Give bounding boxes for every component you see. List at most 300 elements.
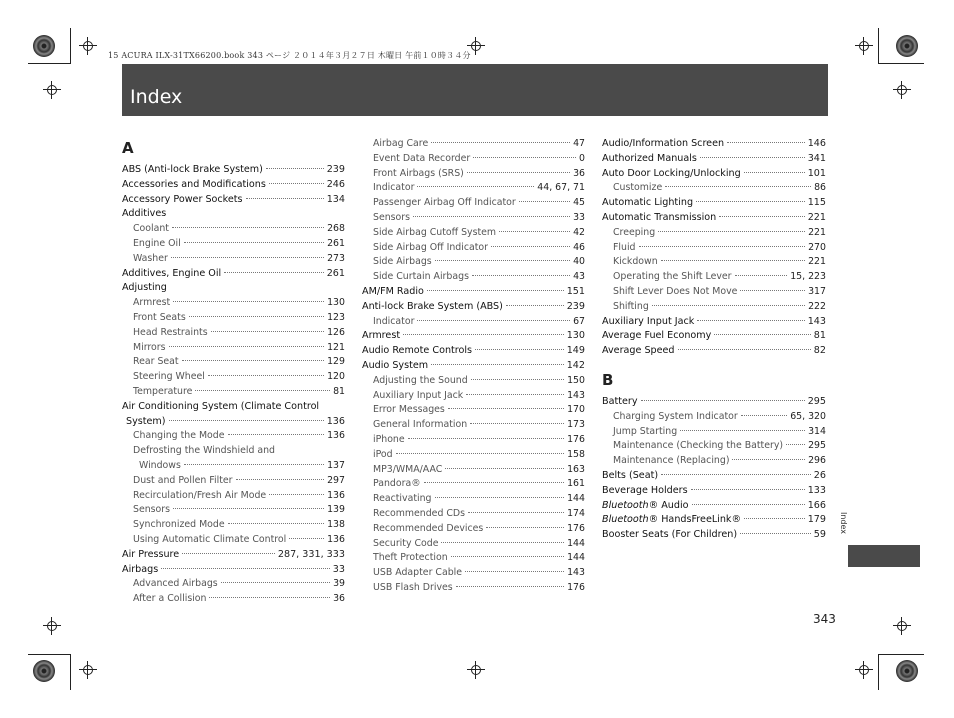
page-reference[interactable]: 26 bbox=[813, 469, 826, 481]
index-subentry[interactable] bbox=[122, 355, 345, 370]
page-reference[interactable]: 295 bbox=[807, 395, 826, 407]
dot-leader bbox=[661, 474, 811, 475]
index-entry[interactable] bbox=[602, 469, 826, 484]
entry-term: Side Curtain Airbags bbox=[373, 271, 469, 283]
index-subentry[interactable] bbox=[602, 454, 826, 469]
trim-line bbox=[70, 654, 71, 690]
dot-leader bbox=[427, 290, 564, 291]
index-subentry[interactable] bbox=[362, 418, 585, 433]
entry-term: Synchronized Mode bbox=[133, 519, 225, 531]
dot-leader bbox=[171, 257, 324, 258]
page-reference[interactable]: 176 bbox=[567, 522, 585, 534]
index-subentry[interactable] bbox=[122, 533, 345, 548]
page-reference[interactable]: 222 bbox=[808, 300, 826, 312]
page-reference[interactable]: 143 bbox=[807, 315, 826, 327]
dot-leader bbox=[228, 523, 324, 524]
page-reference[interactable]: 179 bbox=[807, 514, 826, 526]
page-reference[interactable]: 121 bbox=[327, 341, 345, 353]
page-reference[interactable]: 221 bbox=[808, 226, 826, 238]
page-reference[interactable]: 239 bbox=[566, 300, 585, 312]
index-subentry[interactable] bbox=[362, 137, 585, 152]
index-entry[interactable] bbox=[602, 152, 826, 167]
dot-leader bbox=[424, 482, 565, 483]
page-reference[interactable]: 67 bbox=[573, 315, 585, 327]
entry-term: Battery bbox=[602, 395, 638, 407]
index-subentry[interactable] bbox=[602, 255, 826, 270]
index-subentry[interactable] bbox=[122, 237, 345, 252]
dot-leader bbox=[696, 201, 805, 202]
index-entry[interactable] bbox=[362, 300, 585, 315]
index-subentry[interactable] bbox=[122, 370, 345, 385]
page-reference[interactable]: 170 bbox=[567, 404, 585, 416]
trim-line bbox=[878, 28, 879, 64]
page-reference[interactable]: 268 bbox=[327, 223, 345, 235]
index-subentry[interactable] bbox=[122, 429, 345, 444]
dot-leader bbox=[714, 334, 810, 335]
page-reference[interactable]: 137 bbox=[327, 459, 345, 471]
page-reference[interactable]: 163 bbox=[567, 463, 585, 475]
entry-term: Air Pressure bbox=[122, 548, 180, 560]
page-reference[interactable]: 174 bbox=[567, 507, 585, 519]
entry-term: Booster Seats (For Children) bbox=[602, 529, 738, 541]
entry-term: Event Data Recorder bbox=[373, 152, 471, 164]
page-reference[interactable]: 149 bbox=[566, 345, 585, 357]
page-reference[interactable]: 138 bbox=[327, 519, 345, 531]
index-subentry[interactable] bbox=[362, 315, 585, 330]
page-reference[interactable]: 166 bbox=[807, 499, 826, 511]
entry-term: Passenger Airbag Off Indicator bbox=[373, 197, 516, 209]
entry-term: Recommended Devices bbox=[373, 522, 484, 534]
index-entry[interactable] bbox=[122, 548, 345, 563]
dot-leader bbox=[470, 423, 564, 424]
index-subentry[interactable] bbox=[122, 326, 345, 341]
index-letter-heading: A bbox=[122, 139, 134, 157]
index-subentry[interactable] bbox=[362, 537, 585, 552]
index-subentry[interactable] bbox=[362, 448, 585, 463]
page-reference[interactable]: 246 bbox=[326, 178, 345, 190]
index-entry[interactable] bbox=[602, 484, 826, 499]
dot-leader bbox=[417, 186, 534, 187]
page-reference[interactable]: 130 bbox=[566, 330, 585, 342]
section-tab bbox=[848, 545, 920, 567]
index-subentry[interactable] bbox=[602, 300, 826, 315]
index-subentry[interactable] bbox=[362, 211, 585, 226]
registration-mark-bottom-left bbox=[79, 661, 97, 679]
index-subentry[interactable] bbox=[362, 492, 585, 507]
index-column-2 bbox=[362, 137, 585, 596]
entry-term: Sensors bbox=[133, 504, 171, 516]
entry-term: Maintenance (Checking the Battery) bbox=[613, 440, 784, 452]
entry-term: Automatic Transmission bbox=[602, 211, 717, 223]
index-subentry[interactable] bbox=[362, 581, 585, 596]
page-reference[interactable]: 287, 331, 333 bbox=[277, 548, 345, 560]
page-reference[interactable]: 144 bbox=[567, 552, 585, 564]
page-reference[interactable]: 270 bbox=[808, 241, 826, 253]
page-reference[interactable]: 143 bbox=[567, 567, 585, 579]
page-reference[interactable]: 158 bbox=[567, 448, 585, 460]
page-reference[interactable]: 82 bbox=[813, 345, 826, 357]
entry-term: Coolant bbox=[133, 223, 169, 235]
page-reference[interactable]: 40 bbox=[573, 256, 585, 268]
entry-term: Jump Starting bbox=[613, 425, 678, 437]
index-subentry[interactable] bbox=[362, 167, 585, 182]
entry-term: Temperature bbox=[133, 385, 193, 397]
page-reference[interactable]: 261 bbox=[327, 237, 345, 249]
entry-term: Armrest bbox=[133, 297, 171, 309]
index-entry[interactable] bbox=[602, 513, 826, 528]
dot-leader bbox=[451, 556, 564, 557]
page-reference[interactable]: 273 bbox=[327, 252, 345, 264]
dot-leader bbox=[441, 542, 564, 543]
page-reference[interactable]: 143 bbox=[567, 389, 585, 401]
entry-term: Adjusting the Sound bbox=[373, 374, 468, 386]
index-entry[interactable] bbox=[122, 563, 345, 578]
index-subentry[interactable] bbox=[362, 403, 585, 418]
index-entry[interactable] bbox=[122, 193, 345, 208]
dot-leader bbox=[266, 168, 324, 169]
index-entry[interactable] bbox=[602, 344, 826, 359]
dot-leader bbox=[236, 479, 325, 480]
index-subentry[interactable] bbox=[122, 341, 345, 356]
page-reference[interactable]: 151 bbox=[566, 285, 585, 297]
page-reference[interactable]: 314 bbox=[808, 425, 826, 437]
index-subentry[interactable] bbox=[122, 577, 345, 592]
page-reference[interactable]: 136 bbox=[327, 489, 345, 501]
registration-mark-top-right-outer bbox=[893, 81, 911, 99]
page-reference[interactable]: 46 bbox=[573, 241, 585, 253]
dot-leader bbox=[413, 216, 570, 217]
index-subentry[interactable] bbox=[362, 522, 585, 537]
entry-term: Advanced Airbags bbox=[133, 578, 218, 590]
entry-term: Recirculation/Fresh Air Mode bbox=[133, 489, 267, 501]
dot-leader bbox=[435, 260, 570, 261]
page-reference[interactable]: 146 bbox=[807, 138, 826, 149]
dot-leader bbox=[431, 364, 564, 365]
registration-mark-bottom-right-outer bbox=[893, 617, 911, 635]
index-subentry[interactable] bbox=[122, 252, 345, 267]
page-reference[interactable]: 144 bbox=[567, 537, 585, 549]
index-subentry[interactable] bbox=[362, 226, 585, 241]
page-reference[interactable]: 144 bbox=[567, 493, 585, 505]
index-subentry[interactable] bbox=[362, 374, 585, 389]
page-reference[interactable]: 0 bbox=[579, 152, 585, 164]
trim-line bbox=[28, 654, 70, 655]
index-entry[interactable] bbox=[362, 329, 585, 344]
index-subentry[interactable] bbox=[602, 410, 826, 425]
page-reference[interactable]: 296 bbox=[808, 455, 826, 467]
index-entry[interactable] bbox=[362, 285, 585, 300]
entry-term: Accessories and Modifications bbox=[122, 178, 266, 190]
index-subentry[interactable] bbox=[362, 566, 585, 581]
page-reference[interactable]: 261 bbox=[326, 267, 345, 279]
page-reference[interactable]: 136 bbox=[327, 430, 345, 442]
entry-term: Anti-lock Brake System (ABS) bbox=[362, 300, 503, 312]
entry-term: Average Fuel Economy bbox=[602, 330, 712, 342]
page-reference[interactable]: 341 bbox=[807, 152, 826, 164]
page-reference[interactable]: 59 bbox=[813, 529, 826, 541]
page-reference[interactable]: 139 bbox=[327, 504, 345, 516]
page-reference[interactable]: 42 bbox=[573, 226, 585, 238]
page-reference[interactable]: 176 bbox=[567, 581, 585, 593]
index-letter-heading: B bbox=[602, 370, 614, 389]
dot-leader bbox=[472, 275, 570, 276]
page-reference[interactable]: 173 bbox=[567, 419, 585, 431]
page-reference[interactable]: 142 bbox=[566, 359, 585, 371]
index-subentry[interactable] bbox=[122, 222, 345, 237]
index-subentry[interactable] bbox=[362, 507, 585, 522]
page-reference[interactable]: 36 bbox=[333, 593, 345, 605]
dot-leader bbox=[466, 394, 564, 395]
page-reference[interactable]: 39 bbox=[333, 578, 345, 590]
page-reference[interactable]: 47 bbox=[573, 138, 585, 149]
index-subentry[interactable] bbox=[362, 477, 585, 492]
registration-mark-top-left bbox=[79, 37, 97, 55]
page-reference[interactable]: 161 bbox=[567, 478, 585, 490]
entry-term: Indicator bbox=[373, 315, 415, 327]
dot-leader bbox=[269, 183, 324, 184]
entry-term: Bluetooth® Audio bbox=[602, 499, 689, 511]
dot-leader bbox=[491, 246, 570, 247]
entry-term: Sensors bbox=[373, 211, 411, 223]
entry-term: Maintenance (Replacing) bbox=[613, 455, 730, 467]
index-entry[interactable] bbox=[602, 499, 826, 514]
page-reference[interactable]: 81 bbox=[333, 385, 345, 397]
index-subentry[interactable] bbox=[362, 196, 585, 211]
entry-term: Airbag Care bbox=[373, 138, 429, 149]
page-reference[interactable]: 134 bbox=[326, 193, 345, 205]
page-reference[interactable]: 44, 67, 71 bbox=[537, 182, 585, 194]
index-subentry[interactable] bbox=[362, 463, 585, 478]
entry-term: Side Airbags bbox=[373, 256, 432, 268]
dot-leader bbox=[209, 597, 330, 598]
entry-term: Dust and Pollen Filter bbox=[133, 474, 233, 486]
entry-term: Charging System Indicator bbox=[613, 410, 738, 422]
page-reference[interactable]: 221 bbox=[807, 211, 826, 223]
page-reference[interactable]: 130 bbox=[327, 297, 345, 309]
entry-term: USB Flash Drives bbox=[373, 581, 453, 593]
dot-leader bbox=[744, 518, 805, 519]
page-reference[interactable]: 136 bbox=[327, 533, 345, 545]
registration-mark-top-right bbox=[855, 37, 873, 55]
trim-line bbox=[878, 63, 924, 64]
index-entry[interactable] bbox=[602, 528, 826, 543]
entry-term: Air Conditioning System (Climate Control bbox=[122, 400, 320, 412]
page-reference[interactable]: 133 bbox=[807, 484, 826, 496]
page-reference[interactable]: 43 bbox=[573, 271, 585, 283]
index-entry[interactable] bbox=[602, 167, 826, 182]
page-reference[interactable]: 36 bbox=[573, 167, 585, 179]
color-target-top-right bbox=[896, 35, 918, 57]
dot-leader bbox=[641, 400, 805, 401]
index-subentry[interactable] bbox=[122, 503, 345, 518]
index-entry[interactable] bbox=[602, 211, 826, 226]
index-subentry[interactable] bbox=[122, 518, 345, 533]
page-reference[interactable]: 317 bbox=[808, 285, 826, 297]
page-reference[interactable]: 15, 223 bbox=[790, 271, 826, 283]
color-target-bottom-left bbox=[33, 660, 55, 682]
page-reference[interactable]: 150 bbox=[567, 374, 585, 386]
dot-leader bbox=[431, 142, 570, 143]
index-subentry[interactable] bbox=[602, 241, 826, 256]
page-reference[interactable]: 126 bbox=[327, 326, 345, 338]
dot-leader bbox=[173, 301, 324, 302]
trim-line bbox=[878, 654, 879, 690]
dot-leader bbox=[269, 494, 324, 495]
entry-term: Shift Lever Does Not Move bbox=[613, 285, 738, 297]
index-subentry[interactable] bbox=[122, 489, 345, 504]
entry-term: Auto Door Locking/Unlocking bbox=[602, 167, 741, 179]
entry-term: Recommended CDs bbox=[373, 507, 466, 519]
index-entry[interactable] bbox=[602, 315, 826, 330]
page-reference[interactable]: 176 bbox=[567, 433, 585, 445]
dot-leader bbox=[169, 346, 325, 347]
trim-line bbox=[70, 28, 71, 64]
index-subentry[interactable] bbox=[362, 551, 585, 566]
index-entry[interactable] bbox=[122, 267, 345, 282]
index-entry[interactable] bbox=[122, 163, 345, 178]
entry-term: Bluetooth® HandsFreeLink® bbox=[602, 514, 742, 526]
dot-leader bbox=[473, 157, 576, 158]
color-target-bottom-right bbox=[896, 660, 918, 682]
entry-term: Front Airbags (SRS) bbox=[373, 167, 464, 179]
page-title: Index bbox=[130, 86, 183, 108]
entry-term: Mirrors bbox=[133, 341, 166, 353]
index-entry[interactable] bbox=[602, 329, 826, 344]
registration-mark-bottom-right bbox=[855, 661, 873, 679]
index-subentry[interactable] bbox=[362, 255, 585, 270]
index-subentry[interactable] bbox=[362, 241, 585, 256]
title-bar bbox=[122, 64, 828, 116]
dot-leader bbox=[221, 582, 330, 583]
index-subentry[interactable] bbox=[602, 439, 826, 454]
index-entry[interactable] bbox=[122, 415, 345, 430]
entry-term: Auxiliary Input Jack bbox=[602, 315, 695, 327]
index-entry[interactable] bbox=[122, 178, 345, 193]
index-entry[interactable] bbox=[362, 344, 585, 359]
dot-leader bbox=[786, 444, 805, 445]
index-subentry[interactable] bbox=[602, 285, 826, 300]
dot-leader bbox=[246, 198, 324, 199]
dot-leader bbox=[182, 360, 325, 361]
page-reference[interactable]: 129 bbox=[327, 356, 345, 368]
index-subentry[interactable] bbox=[362, 433, 585, 448]
index-subentry[interactable] bbox=[122, 592, 345, 607]
dot-leader bbox=[658, 231, 805, 232]
page-reference[interactable]: 239 bbox=[326, 164, 345, 175]
entry-term: AM/FM Radio bbox=[362, 285, 424, 297]
page-reference[interactable]: 101 bbox=[807, 167, 826, 179]
index-subentry[interactable] bbox=[602, 425, 826, 440]
entry-term: iPhone bbox=[373, 433, 405, 445]
entry-term: Audio/Information Screen bbox=[602, 138, 725, 149]
dot-leader bbox=[744, 172, 805, 173]
dot-leader bbox=[499, 231, 570, 232]
index-subentry[interactable] bbox=[362, 152, 585, 167]
dot-leader bbox=[719, 216, 804, 217]
dot-leader bbox=[680, 430, 805, 431]
dot-leader bbox=[435, 497, 565, 498]
entry-term: Indicator bbox=[373, 182, 415, 194]
dot-leader bbox=[208, 375, 324, 376]
page-reference[interactable]: 45 bbox=[573, 197, 585, 209]
dot-leader bbox=[228, 434, 325, 435]
dot-leader bbox=[471, 379, 564, 380]
page-reference[interactable]: 86 bbox=[814, 182, 826, 194]
dot-leader bbox=[700, 157, 805, 158]
index-entry[interactable] bbox=[602, 196, 826, 211]
entry-term: Belts (Seat) bbox=[602, 469, 659, 481]
dot-leader bbox=[289, 538, 324, 539]
index-entry[interactable] bbox=[602, 395, 826, 410]
registration-mark-bottom-left-outer bbox=[43, 617, 61, 635]
index-subentry[interactable] bbox=[362, 389, 585, 404]
page-reference[interactable]: 65, 320 bbox=[790, 410, 826, 422]
entry-term: Airbags bbox=[122, 563, 159, 575]
index-subentry[interactable] bbox=[602, 226, 826, 241]
dot-leader bbox=[173, 508, 324, 509]
dot-leader bbox=[692, 504, 805, 505]
entry-term: Steering Wheel bbox=[133, 371, 205, 383]
index-subentry[interactable] bbox=[362, 181, 585, 196]
dot-leader bbox=[519, 201, 570, 202]
entry-term: Side Airbag Cutoff System bbox=[373, 226, 497, 238]
page-reference[interactable]: 120 bbox=[327, 371, 345, 383]
dot-leader bbox=[396, 453, 564, 454]
entry-term: Adjusting bbox=[122, 282, 167, 294]
dot-leader bbox=[161, 568, 330, 569]
dot-leader bbox=[740, 533, 811, 534]
dot-leader bbox=[195, 390, 330, 391]
index-subentry[interactable] bbox=[122, 311, 345, 326]
index-subentry[interactable] bbox=[122, 296, 345, 311]
index-subentry[interactable] bbox=[362, 270, 585, 285]
dot-leader bbox=[456, 586, 564, 587]
entry-term: Side Airbag Off Indicator bbox=[373, 241, 488, 253]
dot-leader bbox=[735, 275, 788, 276]
page-reference[interactable]: 81 bbox=[813, 330, 826, 342]
side-section-label: Index bbox=[839, 512, 848, 535]
index-subentry[interactable] bbox=[122, 474, 345, 489]
trim-line bbox=[28, 63, 70, 64]
page-reference[interactable]: 295 bbox=[808, 440, 826, 452]
entry-term: Operating the Shift Lever bbox=[613, 271, 732, 283]
index-entry[interactable] bbox=[362, 359, 585, 374]
dot-leader bbox=[184, 464, 324, 465]
page-reference[interactable]: 33 bbox=[573, 211, 585, 223]
index-subentry[interactable] bbox=[602, 181, 826, 196]
page-reference[interactable]: 136 bbox=[326, 415, 345, 427]
entry-term: Front Seats bbox=[133, 311, 186, 323]
entry-term: Head Restraints bbox=[133, 326, 208, 338]
entry-term: Armrest bbox=[362, 330, 401, 342]
dot-leader bbox=[169, 420, 324, 421]
index-column-3 bbox=[602, 137, 826, 543]
dot-leader bbox=[224, 272, 324, 273]
index-subentry[interactable] bbox=[602, 270, 826, 285]
dot-leader bbox=[506, 305, 564, 306]
index-entry[interactable] bbox=[602, 137, 826, 152]
page-reference[interactable]: 115 bbox=[807, 197, 826, 209]
entry-term: Error Messages bbox=[373, 404, 445, 416]
page-reference[interactable]: 221 bbox=[808, 256, 826, 268]
index-subentry bbox=[122, 444, 345, 459]
page-reference[interactable]: 297 bbox=[327, 474, 345, 486]
index-subentry[interactable] bbox=[122, 385, 345, 400]
index-subentry[interactable] bbox=[122, 459, 345, 474]
page-reference[interactable]: 33 bbox=[332, 563, 345, 575]
page-reference[interactable]: 123 bbox=[327, 311, 345, 323]
entry-term: Creeping bbox=[613, 226, 656, 238]
